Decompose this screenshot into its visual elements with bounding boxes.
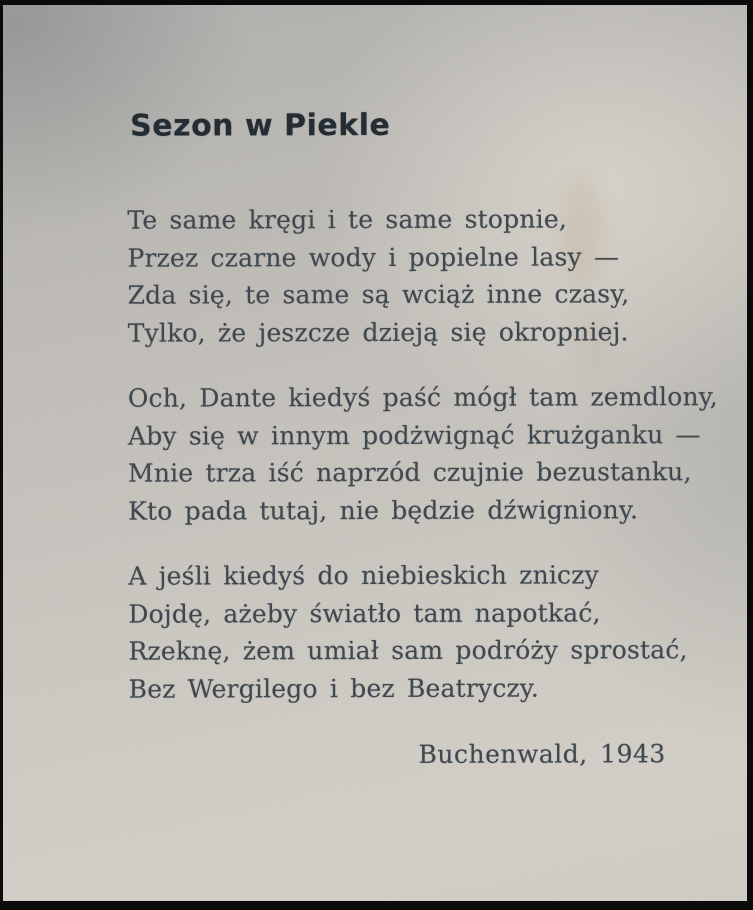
poem-attribution: Buchenwald, 1943 [418,739,666,769]
poem-line: Kto pada tutaj, nie będzie dźwigniony. [128,494,639,526]
poem-line: Tylko, że jeszcze dzieją się okropniej. [127,316,629,348]
poem-body [127,200,718,774]
poem-title: Sezon w Piekle [130,107,391,144]
poem-line: Dojdę, ażeby światło tam napotkać, [128,597,601,629]
poem-line: Aby się w innym podżwignąć krużganku — [127,419,701,451]
stanza-2 [127,378,718,529]
poem-line: Rzeknę, żem umiał sam podróży sprostać, [128,635,688,666]
poem-line: Och, Dante kiedyś paść mógł tam zemdlony, [127,382,718,413]
book-page [3,5,747,901]
poem-line: Te same kręgi i te same stopnie, [127,204,568,235]
poem-line: Bez Wergilego i bez Beatryczy. [128,673,540,704]
poem-line: Mnie trza iść naprzód czujnie bezustanku, [127,457,692,488]
poem-line: A jeśli kiedyś do niebieskich zniczy [128,560,599,591]
poem-line: Zda się, te same są wciąż inne czasy, [127,279,630,310]
poem-line: Przez czarne wody i popielne lasy — [127,241,620,273]
stanza-3 [128,556,688,707]
stanza-1 [127,200,664,351]
poem-content [2,4,753,910]
